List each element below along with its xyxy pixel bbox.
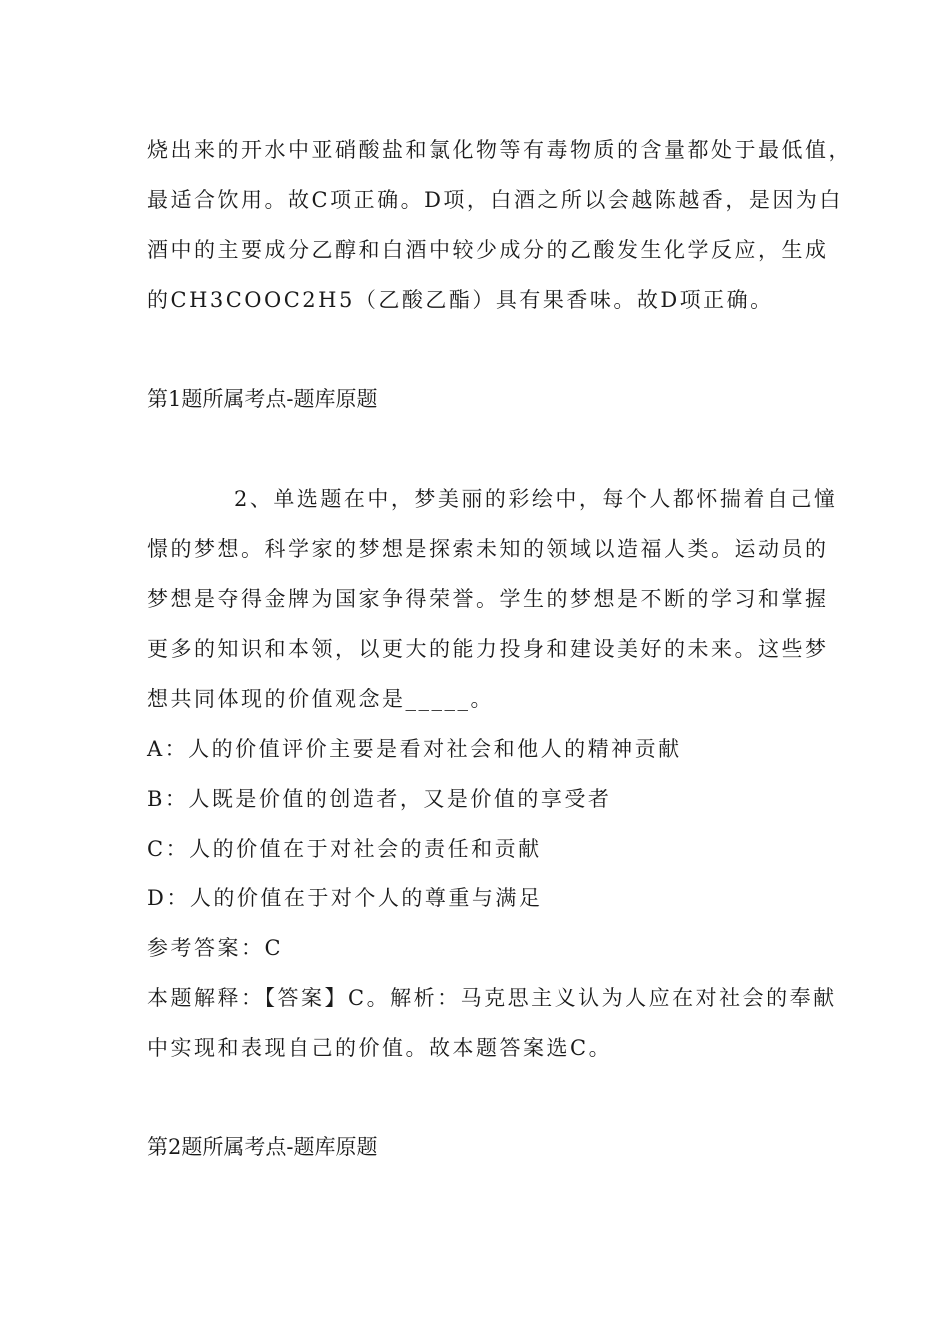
option-a: A：人的价值评价主要是看对社会和他人的精神贡献 bbox=[147, 737, 682, 761]
explanation-line: 的CH3COOC2H5（乙酸乙酯）具有果香味。故D项正确。 bbox=[147, 288, 774, 312]
topic-label-q1: 第1题所属考点-题库原题 bbox=[147, 387, 378, 411]
question-stem-line: 更多的知识和本领，以更大的能力投身和建设美好的未来。这些梦 bbox=[147, 637, 829, 661]
explanation-line: 烧出来的开水中亚硝酸盐和氯化物等有毒物质的含量都处于最低值， bbox=[147, 138, 852, 162]
answer-explanation-line: 本题解释：【答案】C。解析：马克思主义认为人应在对社会的奉献 bbox=[147, 986, 837, 1010]
question-stem-line: 梦想是夺得金牌为国家争得荣誉。学生的梦想是不断的学习和掌握 bbox=[147, 587, 829, 611]
option-b: B：人既是价值的创造者，又是价值的享受者 bbox=[147, 787, 612, 811]
question-stem-line: 想共同体现的价值观念是_____。 bbox=[147, 687, 494, 711]
topic-label-q2: 第2题所属考点-题库原题 bbox=[147, 1135, 378, 1159]
answer-explanation-line: 中实现和表现自己的价值。故本题答案选C。 bbox=[147, 1036, 613, 1060]
question-stem-line: 2、单选题在中，梦美丽的彩绘中，每个人都怀揣着自己憧 bbox=[234, 487, 838, 511]
option-c: C：人的价值在于对社会的责任和贡献 bbox=[147, 837, 542, 861]
explanation-line: 酒中的主要成分乙醇和白酒中较少成分的乙酸发生化学反应，生成 bbox=[147, 238, 829, 262]
question-stem-line: 憬的梦想。科学家的梦想是探索未知的领域以造福人类。运动员的 bbox=[147, 537, 829, 561]
option-d: D：人的价值在于对个人的尊重与满足 bbox=[147, 886, 543, 910]
reference-answer: 参考答案：C bbox=[147, 936, 284, 960]
explanation-line: 最适合饮用。故C项正确。D项，白酒之所以会越陈越香，是因为白 bbox=[147, 188, 843, 212]
